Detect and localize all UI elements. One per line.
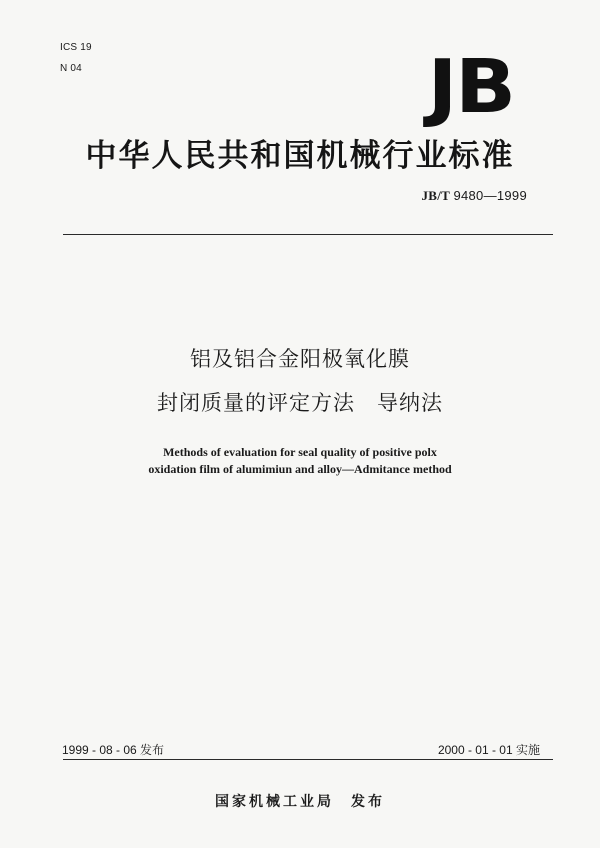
ics-code: ICS 19 bbox=[60, 42, 92, 53]
standard-name: 中华人民共和国机械行业标准 bbox=[85, 138, 515, 174]
ccs-code: N 04 bbox=[60, 63, 82, 74]
issue-date: 1999 - 08 - 06 发布 bbox=[62, 743, 165, 757]
issuer: 国家机械工业局 发布 bbox=[215, 794, 385, 810]
title-en-line1: Methods of evaluation for seal quality of positive polx bbox=[163, 445, 437, 459]
standard-code-number: 9480—1999 bbox=[453, 188, 527, 203]
footer-divider bbox=[63, 759, 553, 760]
implement-date: 2000 - 01 - 01 实施 bbox=[437, 743, 540, 757]
standard-code bbox=[421, 188, 527, 204]
header-divider bbox=[63, 234, 553, 235]
title-cn-line1: 铝及铝合金阳极氧化膜 bbox=[190, 347, 410, 371]
standard-code-prefix: JB/T bbox=[421, 188, 450, 203]
title-en-line2: oxidation film of alumimiun and alloy—Admitance method bbox=[148, 462, 452, 476]
jb-logo: JB bbox=[427, 44, 514, 130]
title-cn-line2: 封闭质量的评定方法 导纳法 bbox=[157, 391, 443, 415]
